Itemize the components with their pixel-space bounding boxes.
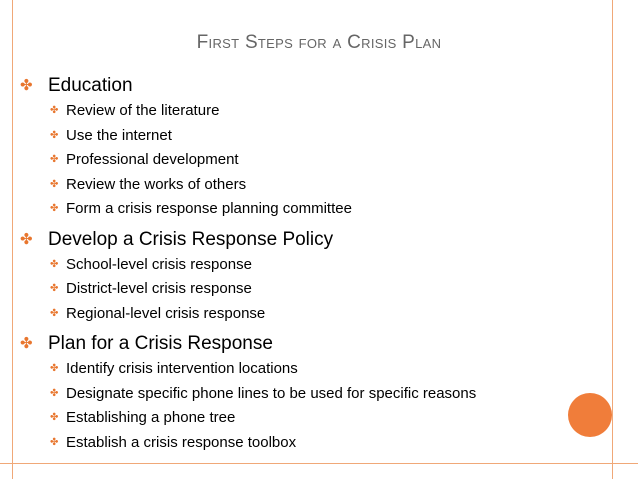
list-item-text: Regional-level crisis response xyxy=(66,304,266,322)
flower-bullet-icon: ✤ xyxy=(50,203,59,214)
list-item-text: School-level crisis response xyxy=(66,255,252,273)
list-item xyxy=(20,406,620,431)
flower-bullet-icon: ✤ xyxy=(50,258,59,270)
list-item-text: Professional development xyxy=(66,151,239,168)
flower-bullet-icon: ✤ xyxy=(20,334,33,352)
list-item-text: Establish a crisis response toolbox xyxy=(66,433,297,451)
flower-bullet-icon: ✤ xyxy=(50,178,59,190)
flower-bullet-icon: ✤ xyxy=(50,412,59,423)
flower-bullet-icon: ✤ xyxy=(50,436,59,448)
section-heading xyxy=(20,226,620,253)
flower-bullet-icon: ✤ xyxy=(50,307,59,319)
list-item xyxy=(20,253,620,278)
flower-bullet-icon: ✤ xyxy=(50,363,59,374)
section-heading-text: Develop a Crisis Response Policy xyxy=(48,228,334,250)
left-border-line xyxy=(12,0,13,479)
list-item xyxy=(20,148,620,173)
list-item-text: Identify crisis intervention locations xyxy=(66,360,298,377)
list-item xyxy=(20,277,620,302)
list-item-text: Establishing a phone tree xyxy=(66,409,236,426)
list-item-text: Use the internet xyxy=(66,126,172,144)
list-item xyxy=(20,431,620,456)
flower-bullet-icon: ✤ xyxy=(50,283,59,294)
flower-bullet-icon: ✤ xyxy=(50,154,59,165)
list-item-text: District-level crisis response xyxy=(66,280,252,297)
flower-bullet-icon: ✤ xyxy=(50,105,59,116)
slide-title: First Steps for a Crisis Plan xyxy=(196,32,442,53)
bottom-border-line xyxy=(0,463,638,464)
list-item xyxy=(20,382,620,407)
list-item xyxy=(20,357,620,382)
flower-bullet-icon: ✤ xyxy=(50,387,59,399)
list-item xyxy=(20,197,620,222)
flower-bullet-icon: ✤ xyxy=(50,129,59,141)
section-heading-text: Education xyxy=(48,75,133,96)
list-item xyxy=(20,124,620,149)
section-heading-text: Plan for a Crisis Response xyxy=(48,333,273,354)
section-heading xyxy=(20,72,620,99)
list-item-text: Review of the literature xyxy=(66,102,220,119)
list-item-text: Designate specific phone lines to be used for specific reasons xyxy=(66,384,477,402)
flower-bullet-icon: ✤ xyxy=(20,76,33,94)
flower-bullet-icon: ✤ xyxy=(20,229,33,248)
section-heading xyxy=(20,330,620,357)
slide-content xyxy=(20,72,620,455)
list-item xyxy=(20,302,620,327)
list-item xyxy=(20,173,620,198)
list-item-text: Form a crisis response planning committee xyxy=(66,200,352,217)
list-item xyxy=(20,99,620,124)
list-item-text: Review the works of others xyxy=(66,175,247,193)
